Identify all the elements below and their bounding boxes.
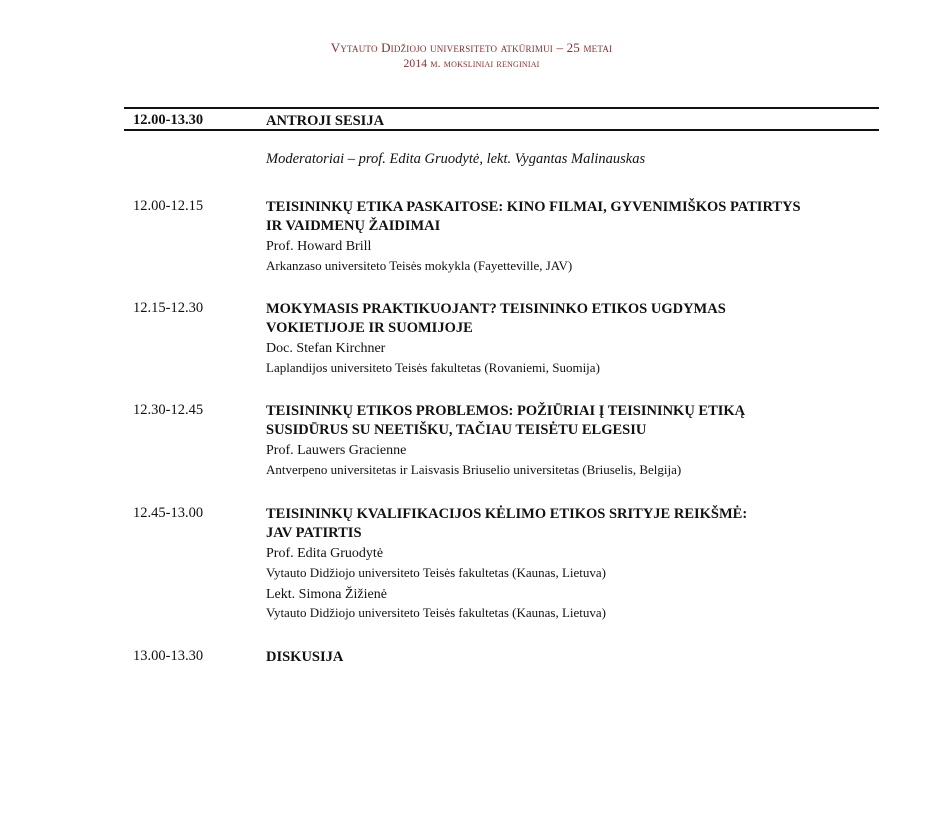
talk-3-title (266, 402, 876, 440)
discussion-title: DISKUSIJA (266, 649, 344, 665)
talk-3-speaker: Prof. Lauwers Gracienne (266, 443, 407, 458)
header-line-2: 2014 m. moksliniai renginiai (403, 58, 540, 70)
talk-1-speaker: Prof. Howard Brill (266, 239, 372, 254)
discussion-time: 13.00-13.30 (133, 648, 204, 664)
talk-2-title (266, 300, 876, 338)
header-line-1: Vytauto Didžiojo universiteto atkūrimui – 25 metai (330, 40, 613, 55)
talk-4-title (266, 505, 876, 543)
talk-1-title-line-1: TEISININKŲ ETIKA PASKAITOSE: KINO FILMAI, GYVENIMIŠKOS PATIRTYS (266, 199, 801, 215)
talk-2-affiliation: Laplandijos universiteto Teisės fakultetas (Rovaniemi, Suomija) (266, 360, 600, 375)
talk-4-speaker-1: Prof. Edita Gruodytė (266, 546, 384, 561)
session-time: 12.00-13.30 (133, 112, 204, 128)
talk-1-title (266, 198, 876, 236)
talk-3-title-line-2: SUSIDŪRUS SU NEETIŠKU, TAČIAU TEISĖTU ELGESIU (266, 422, 647, 438)
moderators: Moderatoriai – prof. Edita Gruodytė, lekt. Vygantas Malinauskas (266, 151, 646, 167)
talk-4-affiliation-1: Vytauto Didžiojo universiteto Teisės fakultetas (Kaunas, Lietuva) (266, 565, 607, 580)
session-title: ANTROJI SESIJA (266, 113, 385, 129)
talk-2-time: 12.15-12.30 (133, 300, 204, 316)
talk-3-affiliation: Antverpeno universitetas ir Laisvasis Briuselio universitetas (Briuselis, Belgija) (266, 462, 682, 477)
session-bottom-rule (124, 129, 879, 131)
talk-3-time: 12.30-12.45 (133, 402, 204, 418)
talk-4-affiliation-2: Vytauto Didžiojo universiteto Teisės fakultetas (Kaunas, Lietuva) (266, 605, 607, 620)
talk-1-affiliation: Arkanzaso universiteto Teisės mokykla (Fayetteville, JAV) (266, 258, 573, 273)
talk-3-title-line-1: TEISININKŲ ETIKOS PROBLEMOS: POŽIŪRIAI Į TEISININKŲ ETIKĄ (266, 403, 746, 419)
talk-4-title-line-2: JAV PATIRTIS (266, 525, 362, 541)
talk-4-time: 12.45-13.00 (133, 505, 204, 521)
talk-1-title-line-2: IR VAIDMENŲ ŽAIDIMAI (266, 218, 441, 234)
talk-2-speaker: Doc. Stefan Kirchner (266, 341, 386, 356)
talk-4-speaker-2: Lekt. Simona Žižienė (266, 587, 387, 602)
talk-2-title-line-1: MOKYMASIS PRAKTIKUOJANT? TEISININKO ETIKOS UGDYMAS (266, 301, 726, 317)
session-top-rule (124, 107, 879, 109)
talk-1-time: 12.00-12.15 (133, 198, 204, 214)
talk-4-title-line-1: TEISININKŲ KVALIFIKACIJOS KĖLIMO ETIKOS SRITYJE REIKŠMĖ: (266, 506, 748, 522)
talk-2-title-line-2: VOKIETIJOJE IR SUOMIJOJE (266, 320, 473, 336)
